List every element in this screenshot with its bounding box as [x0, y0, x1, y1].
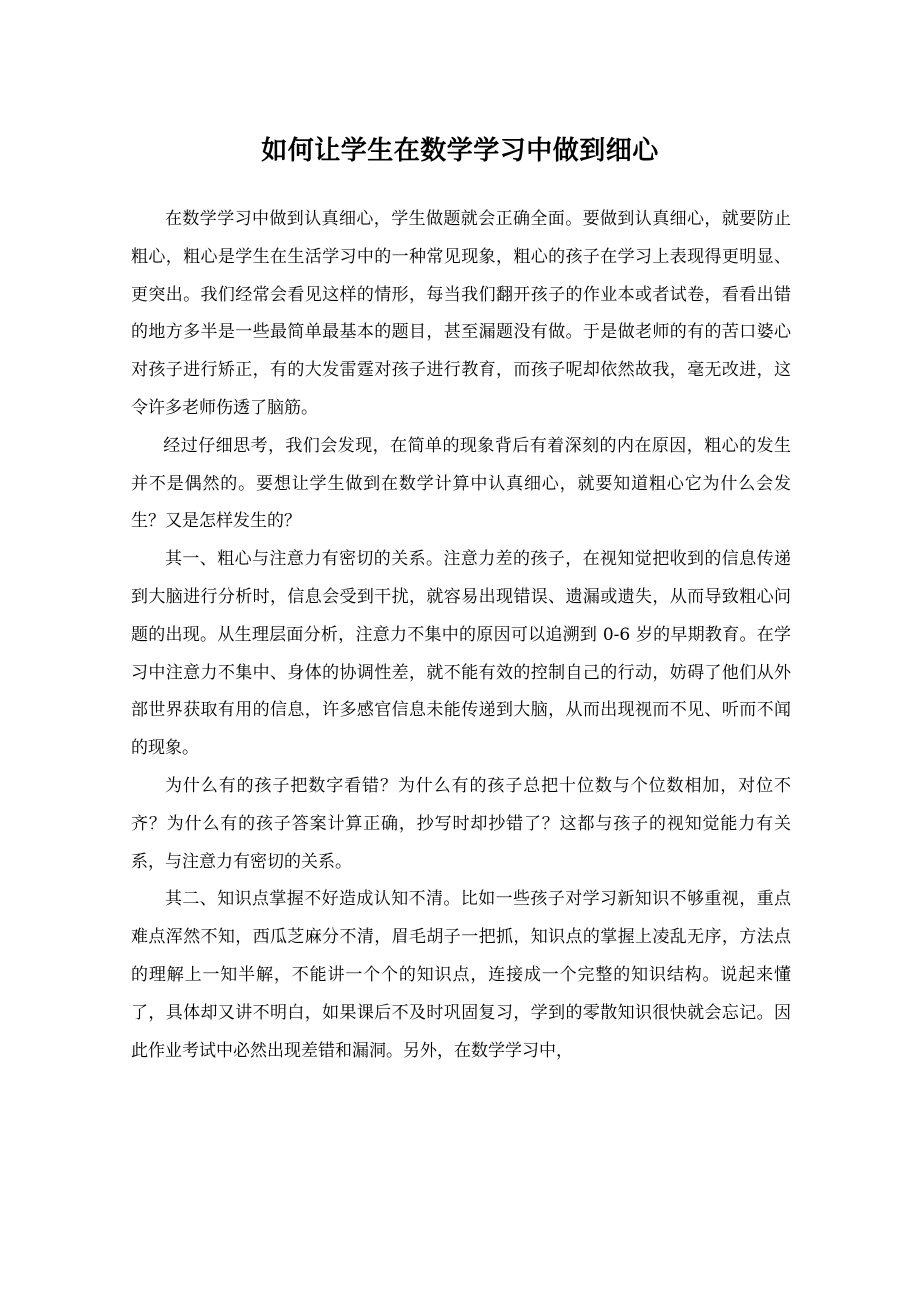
paragraph-intro: 在数学学习中做到认真细心，学生做题就会正确全面。要做到认真细心，就要防止粗心，粗心是学生在生活学习中的一种常见现象，粗心的孩子在学习上表现得更明显、更突出。我们经常会看见这样的情形，每当我们翻开孩子的作业本或者试卷，看看出错的地方多半是一些最简单最基本的题目，甚至漏题没有做。于是做老师的有的苦口婆心对孩子进行矫正，有的大发雷霆对孩子进行教育，而孩子呢却依然故我，毫无改进，这令许多老师伤透了脑筋。 [131, 209, 791, 418]
paragraph-causes: 经过仔细思考，我们会发现，在简单的现象背后有着深刻的内在原因，粗心的发生并不是偶然的。要想让学生做到在数学计算中认真细心，就要知道粗心它为什么会发生？又是怎样发生的？ [131, 435, 791, 532]
document-body [131, 201, 791, 1070]
paragraph-knowledge: 其二、知识点掌握不好造成认知不清。比如一些孩子对学习新知识不够重视，重点难点浑然不知，西瓜芝麻分不清，眉毛胡子一把抓，知识点的掌握上凌乱无序，方法点的理解上一知半解，不能讲一个个的知识点，连接成一个完整的知识结构。说起来懂了，具体却又讲不明白，如果课后不及时巩固复习，学到的零散知识很快就会忘记。因此作业考试中必然出现差错和漏洞。另外，在数学学习中， [131, 889, 791, 1061]
paragraph-attention: 其一、粗心与注意力有密切的关系。注意力差的孩子，在视知觉把收到的信息传递到大脑进行分析时，信息会受到干扰，就容易出现错误、遗漏或遗失，从而导致粗心问题的出现。从生理层面分析，注意力不集中的原因可以追溯到 0-6 岁的早期教育。在学习中注意力不集中、身体的协调性差，就不能有效的控制自己的行动，妨碍了他们从外部世界获取有用的信息，许多感官信息未能传递到大脑，从而出现视而不见、听而不闻的现象。 [131, 549, 791, 759]
paragraph-questions: 为什么有的孩子把数字看错？为什么有的孩子总把十位数与个位数相加，对位不齐？为什么有的孩子答案计算正确，抄写时却抄错了？这都与孩子的视知觉能力有关系，与注意力有密切的关系。 [131, 775, 791, 872]
document-title: 如何让学生在数学学习中做到细心 [261, 136, 659, 167]
